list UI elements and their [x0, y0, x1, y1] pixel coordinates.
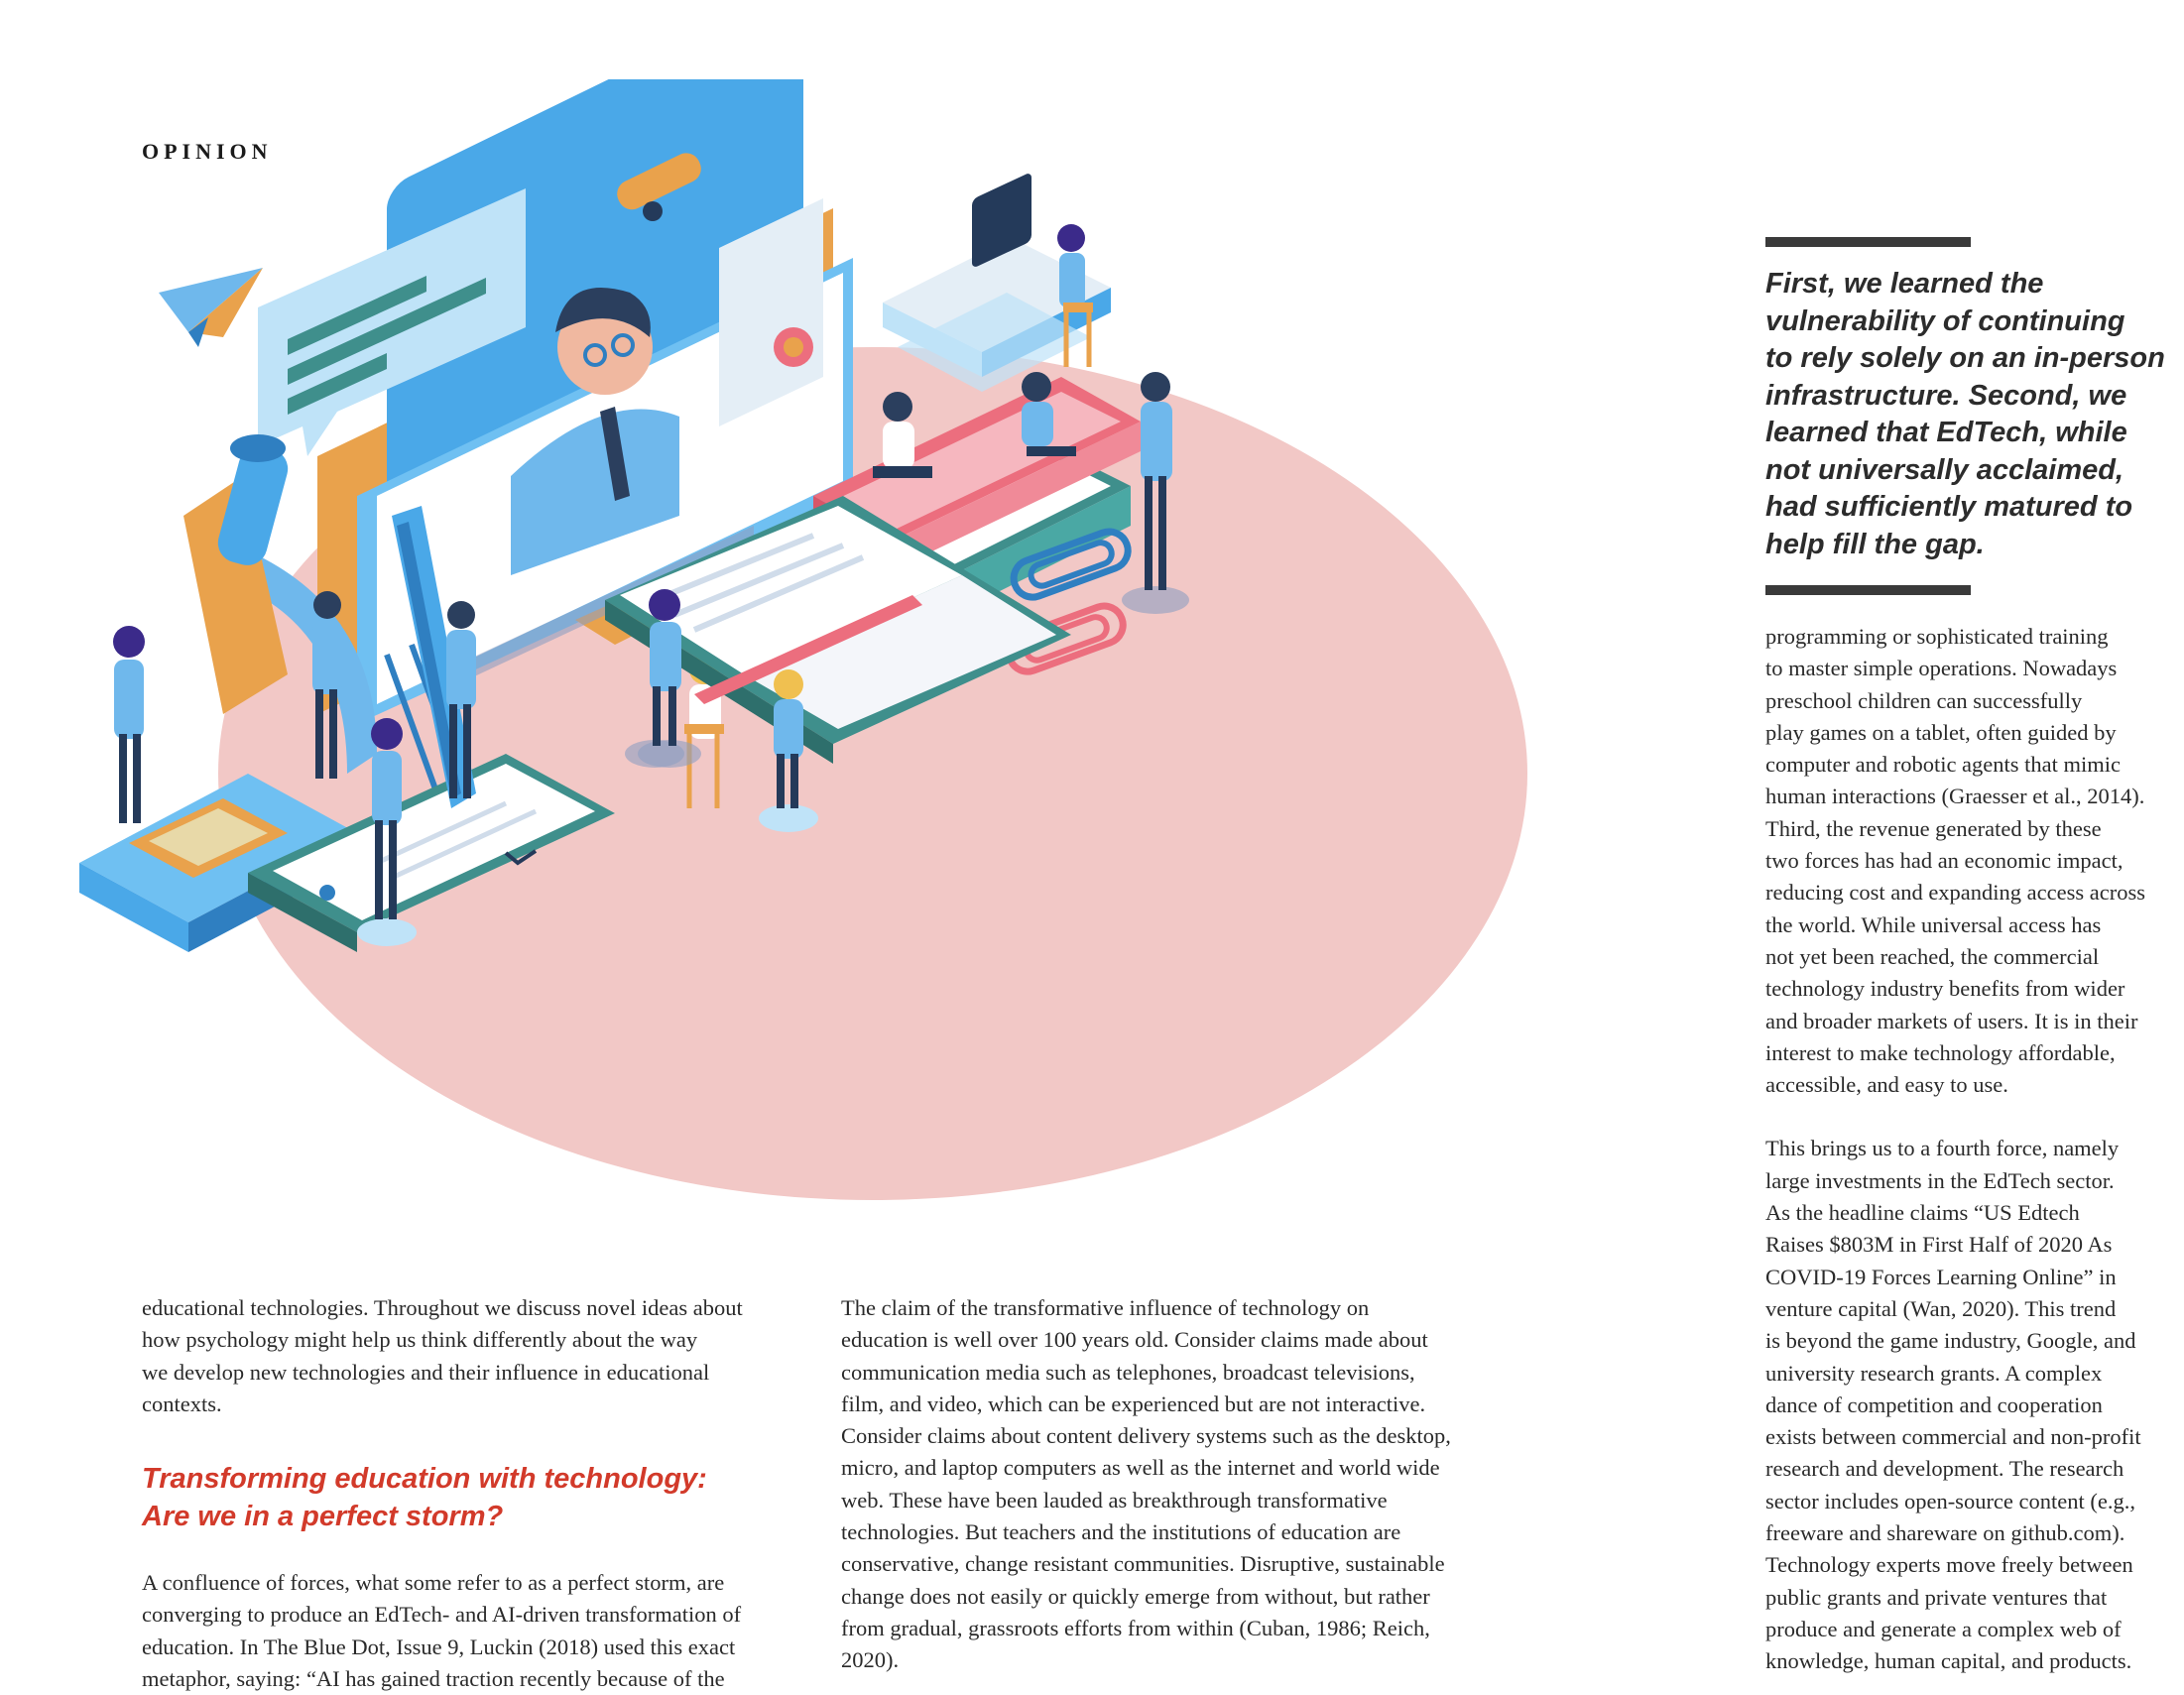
text-line: contexts. — [142, 1391, 222, 1416]
column-1 — [142, 1292, 816, 1695]
pull-quote-line: infrastructure. Second, we — [1765, 379, 2127, 412]
pull-quote-line: First, we learned the — [1765, 268, 2044, 300]
text-line: human interactions (Graesser et al., 2014). — [1765, 784, 2145, 809]
text-line: conservative, change resistant communities. Disruptive, sustainable — [841, 1551, 1445, 1577]
text-line: programming or sophisticated training — [1765, 624, 2109, 649]
pull-quote-line: to rely solely on an in-person — [1765, 342, 2165, 374]
body-paragraph — [1765, 1133, 2172, 1677]
text-line: the world. While universal access has — [1765, 911, 2102, 937]
body-paragraph — [1765, 621, 2172, 1101]
heading-line: Transforming education with technology: — [142, 1463, 707, 1496]
text-line: from gradual, grassroots efforts from within (Cuban, 1986; Reich, — [841, 1615, 1430, 1640]
tablet-home-button — [319, 885, 335, 901]
pull-quote-bottom-rule — [1765, 585, 1971, 595]
pull-quote-line: vulnerability of continuing — [1765, 304, 2125, 337]
text-line: dance of competition and cooperation — [1765, 1392, 2103, 1417]
text-line: Raises $803M in First Half of 2020 As — [1765, 1232, 2113, 1258]
text-line: not yet been reached, the commercial — [1765, 943, 2100, 969]
text-line: knowledge, human capital, and products. — [1765, 1648, 2132, 1674]
text-line: we develop new technologies and their influence in educational — [142, 1359, 710, 1385]
paper-plane-icon — [159, 268, 263, 347]
column-2 — [841, 1292, 1496, 1677]
column-3 — [1765, 621, 2172, 1678]
text-line: education. In The Blue Dot, Issue 9, Luckin (2018) used this exact — [142, 1634, 736, 1659]
text-line: communication media such as telephones, broadcast televisions, — [841, 1359, 1415, 1385]
text-line: and broader markets of users. It is in their — [1765, 1008, 2138, 1033]
text-line: educational technologies. Throughout we discuss novel ideas about — [142, 1295, 743, 1320]
pull-quote-line: help fill the gap. — [1765, 528, 1985, 560]
pull-quote — [1765, 266, 2177, 563]
text-line: metaphor, saying: “AI has gained traction recently because of the — [142, 1666, 725, 1692]
text-line: preschool children can successfully — [1765, 687, 2083, 713]
text-line: reducing cost and expanding access across — [1765, 880, 2145, 906]
education-technology-illustration — [60, 79, 1567, 1250]
text-line: how psychology might help us think differently about the way — [142, 1327, 698, 1353]
intro-paragraph — [142, 1292, 816, 1420]
text-line: exists between commercial and non-profit — [1765, 1424, 2141, 1450]
text-line: education is well over 100 years old. Consider claims made about — [841, 1327, 1428, 1353]
text-line: COVID-19 Forces Learning Online” in — [1765, 1264, 2117, 1289]
text-line: converging to produce an EdTech- and AI-driven transformation of — [142, 1602, 742, 1628]
text-line: This brings us to a fourth force, namely — [1765, 1136, 2120, 1161]
pull-quote-line: learned that EdTech, while — [1765, 417, 2127, 448]
text-line: technologies. But teachers and the institutions of education are — [841, 1519, 1401, 1545]
heading-line: Are we in a perfect storm? — [142, 1501, 504, 1533]
text-line: film, and video, which can be experienced but are not interactive. — [841, 1391, 1426, 1416]
text-line: venture capital (Wan, 2020). This trend — [1765, 1295, 2117, 1321]
pull-quote-top-rule — [1765, 237, 1971, 247]
text-line: computer and robotic agents that mimic — [1765, 752, 2122, 778]
text-line: large investments in the EdTech sector. — [1765, 1167, 2115, 1193]
text-line: 2020). — [841, 1647, 900, 1673]
text-line: As the headline claims “US Edtech — [1765, 1200, 2080, 1226]
text-line: play games on a tablet, often guided by — [1765, 719, 2117, 745]
text-line: is beyond the game industry, Google, and — [1765, 1328, 2136, 1354]
body-paragraph — [841, 1292, 1496, 1677]
text-line: accessible, and easy to use. — [1765, 1072, 2008, 1098]
text-line: technology industry benefits from wider — [1765, 976, 2125, 1002]
text-line: micro, and laptop computers as well as the internet and world wide — [841, 1455, 1440, 1481]
person-figure — [113, 626, 145, 823]
section-label: OPINION — [142, 139, 273, 164]
text-line: The claim of the transformative influence of technology on — [841, 1295, 1370, 1320]
text-line: to master simple operations. Nowadays — [1765, 656, 2118, 681]
text-line: Third, the revenue generated by these — [1765, 815, 2102, 841]
text-line: sector includes open-source content (e.g., — [1765, 1488, 2135, 1513]
pull-quote-line: not universally acclaimed, — [1765, 453, 2124, 486]
text-line: two forces has had an economic impact, — [1765, 848, 2123, 874]
text-line: Consider claims about content delivery systems such as the desktop, — [841, 1423, 1451, 1449]
pull-quote-line: had sufficiently matured to — [1765, 491, 2133, 523]
webcam-icon — [643, 201, 663, 221]
text-line: A confluence of forces, what some refer to as a perfect storm, are — [142, 1570, 725, 1596]
text-line: freeware and shareware on github.com). — [1765, 1520, 2125, 1546]
text-line: university research grants. A complex — [1765, 1360, 2103, 1386]
text-line: research and development. The research — [1765, 1456, 2124, 1482]
text-line: change does not easily or quickly emerge from without, but rather — [841, 1583, 1430, 1609]
body-paragraph — [142, 1567, 816, 1695]
text-line: web. These have been lauded as breakthrough transformative — [841, 1487, 1388, 1513]
text-line: interest to make technology affordable, — [1765, 1039, 2116, 1065]
text-line: public grants and private ventures that — [1765, 1584, 2108, 1610]
section-heading — [142, 1460, 816, 1535]
text-line: Technology experts move freely between — [1765, 1552, 2133, 1578]
text-line: produce and generate a complex web of — [1765, 1616, 2122, 1641]
